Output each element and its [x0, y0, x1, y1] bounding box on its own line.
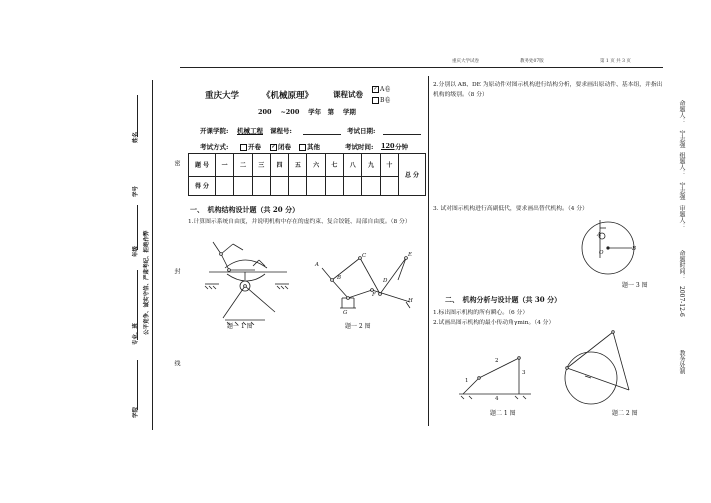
score-col-5: 五	[289, 154, 307, 177]
university-name: 重庆大学	[205, 91, 240, 101]
question-1-2: 2.分别以 AB、DE 为原动件对图示机构进行结构分析，要求画出原动件、基本组，并指出机构的级别。（8 分）	[433, 82, 663, 98]
binding-feng: 封	[173, 268, 180, 274]
binding-grade: 年级	[133, 245, 139, 257]
fig-caption-2-1: 题二 1 图	[490, 410, 516, 417]
time-value: 120	[381, 142, 395, 150]
mode-other[interactable]: 其他	[299, 142, 320, 151]
section2-q1: 1.标出图示机构的所有瞬心。（6 分）	[433, 310, 529, 316]
binding-student-id: 学号	[133, 185, 139, 197]
binding-blank-2	[137, 270, 138, 340]
binding-blank-1	[137, 360, 138, 410]
score-col-2: 二	[234, 154, 252, 177]
score-col-3: 三	[252, 154, 270, 177]
fig-caption-1-2: 题一 2 图	[345, 323, 371, 330]
fig12-label-a: A	[315, 262, 319, 268]
option-a[interactable]: ✓ A卷	[373, 86, 391, 93]
margin-reviewer: 组题人： 宁志强	[678, 152, 685, 200]
score-col-6: 六	[307, 154, 325, 177]
fig12-label-c: C	[362, 253, 367, 259]
fig-caption-1-3: 题一 3 图	[622, 282, 648, 289]
score-col-8: 八	[344, 154, 362, 177]
header-rule	[180, 67, 663, 68]
margin-setter: 命题人： 宁志强	[678, 100, 685, 148]
course-no-blank[interactable]	[303, 134, 341, 135]
header-mid: 教务处07版	[520, 59, 544, 64]
time-unit: 分钟	[395, 143, 408, 151]
score-cell[interactable]	[234, 176, 252, 195]
binding-xian: 线	[173, 360, 180, 366]
figure-1-3	[578, 218, 638, 278]
fig-caption-2-2: 题二 2 图	[612, 410, 638, 417]
fig21-label-1: 1	[465, 378, 469, 384]
binding-college: 学院	[133, 406, 139, 418]
column-divider	[428, 76, 429, 426]
fig13-label-b: B	[632, 246, 637, 252]
header-left: 重庆大学试卷	[452, 59, 479, 64]
section2-heading: 二、 机构分析与设计题（共 30 分）	[445, 295, 562, 304]
score-cell[interactable]	[270, 176, 288, 195]
score-row2-label: 得 分	[189, 176, 216, 195]
score-row-label: 题 号	[189, 154, 216, 177]
college-label: 开课学院:	[200, 127, 229, 135]
score-col-7: 七	[325, 154, 343, 177]
score-cell[interactable]	[216, 176, 234, 195]
score-total: 总 分	[399, 154, 426, 196]
mode-open[interactable]: 开卷	[240, 142, 261, 151]
mode-label: 考试方式:	[200, 143, 229, 151]
binding-mi: 密	[173, 160, 180, 166]
score-cell[interactable]	[380, 176, 398, 195]
binding-warning: 公平竞争、诚实守信、严肃考纪、拒绝作弊	[144, 230, 150, 335]
score-cell[interactable]	[289, 176, 307, 195]
fig12-label-d: D	[383, 278, 388, 284]
date-blank[interactable]	[383, 134, 421, 135]
score-col-9: 九	[362, 154, 380, 177]
score-table	[188, 153, 426, 196]
section1-heading: 一、 机构结构设计题（共 20 分）	[190, 205, 300, 214]
margin-date: 命题时间： 2007-12-6	[678, 250, 685, 317]
fig21-label-2: 2	[495, 358, 499, 364]
course-no-label: 课程号:	[270, 127, 292, 135]
figure-1-1	[195, 240, 295, 325]
score-cell[interactable]	[252, 176, 270, 195]
binding-blank-3	[137, 205, 138, 250]
fig12-label-b: B	[337, 275, 342, 281]
fig13-label-o: O	[599, 250, 604, 256]
fig21-label-3: 3	[522, 370, 526, 376]
fig12-label-f: F	[372, 292, 376, 298]
score-cell[interactable]	[344, 176, 362, 195]
margin-reviewer2: 审题人：	[678, 205, 685, 229]
margin-office: 教务处制	[678, 350, 685, 374]
fig21-label-4: 4	[495, 396, 499, 402]
figure-2-2	[555, 328, 635, 408]
score-cell[interactable]	[307, 176, 325, 195]
mode-closed[interactable]: ✓ 闭卷	[271, 143, 291, 151]
fig13-label-a: A	[597, 232, 601, 238]
binding-blank-4	[137, 95, 138, 137]
figure-1-2	[312, 250, 417, 320]
section1-q1: 1.计算图示系统自由度，并说明机构中存在的虚约束、复合铰链、局部自由度。（8 分）	[188, 219, 411, 225]
college-value: 机械工程	[237, 127, 263, 135]
binding-line	[152, 80, 153, 430]
score-cell[interactable]	[362, 176, 380, 195]
header-right: 第 1 页 共 3 页	[600, 59, 631, 64]
fig12-label-e: E	[408, 252, 413, 258]
paper-type: 课程试卷	[333, 90, 363, 99]
score-col-10: 十	[380, 154, 398, 177]
fig12-label-h: H	[408, 298, 413, 304]
course-name: 《机械原理》	[262, 91, 314, 101]
fig12-label-g: G	[343, 310, 348, 316]
score-col-1: 一	[216, 154, 234, 177]
section2-q2: 2.试画出图示机构的最小传动角γmin。（4 分）	[433, 320, 555, 326]
score-cell[interactable]	[325, 176, 343, 195]
binding-major: 专业、班	[133, 322, 139, 345]
option-b[interactable]: B卷	[372, 95, 390, 104]
time-label: 考试时间:	[345, 143, 374, 151]
binding-name: 姓名	[133, 131, 139, 143]
question-1-3: 3. 试对图示机构进行高副低代，要求画出替代机构。（4 分）	[433, 206, 588, 212]
year-line: 200 ~200 学年 第 学期	[258, 108, 356, 116]
fig-caption-1-1: 题一 1 图	[227, 323, 253, 330]
score-col-4: 四	[270, 154, 288, 177]
date-label: 考试日期:	[347, 127, 376, 135]
